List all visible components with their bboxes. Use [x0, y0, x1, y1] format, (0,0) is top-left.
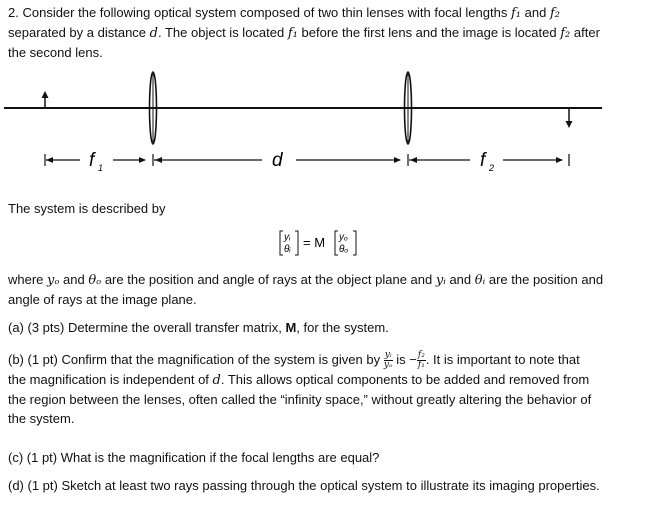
part-a [8, 318, 648, 337]
f1-label: f [89, 150, 95, 171]
thetao-symbol: θₒ [88, 273, 102, 288]
focal-den: f₁ [417, 360, 425, 371]
part-b-after: . It is important to note that [425, 352, 580, 367]
yi-symbol: yᵢ [435, 273, 446, 288]
thetai-symbol: θᵢ [474, 273, 486, 288]
part-c: (c) (1 pt) What is the magnification if the focal lengths are equal? [8, 450, 380, 465]
part-b-line2b: . This allows optical components to be added and removed from [220, 372, 590, 388]
f2-symbol: f₂ [549, 6, 560, 21]
intro-line2a: separated by a distance [8, 25, 147, 40]
where-word: where [8, 272, 44, 287]
yi-entry: yᵢ [284, 232, 291, 243]
d-symbol: d [149, 26, 158, 41]
matrix-equation [278, 228, 378, 262]
intro-line3: the second lens. [8, 45, 103, 60]
yo-symbol: yₒ [47, 273, 60, 288]
where-text-end: are the position and [488, 272, 604, 287]
ratio-den: yₒ [383, 360, 393, 371]
intro-line2c: before the first lens and the image is located [301, 25, 557, 40]
d-symbol: d [212, 373, 221, 389]
magnification-ratio [384, 351, 393, 370]
focal-num: f₂ [417, 350, 425, 361]
thetao-entry: θₒ [339, 244, 349, 255]
where-line2: angle of rays at the image plane. [8, 292, 197, 307]
image-arrow [566, 108, 573, 128]
f2-dimension [408, 150, 569, 173]
f1-symbol: f₁ [287, 26, 298, 41]
part-b-line2a: the magnification is independent of [8, 372, 209, 388]
f1-symbol: f₁ [510, 6, 521, 21]
f2-label-sub: 2 [489, 163, 495, 173]
part-a-suffix: , for the system. [296, 320, 389, 335]
ratio-num: yᵢ [384, 350, 392, 361]
problem-number: 2. [8, 5, 19, 20]
optical-diagram [0, 62, 654, 252]
intro-line2d: after [573, 25, 600, 40]
f1-label-sub: 1 [98, 163, 104, 173]
intro-line2b: . The object is located [158, 25, 285, 40]
part-b [8, 350, 648, 428]
part-b-line3: the region between the lenses, often called the “infinity space,” without greatly altering the behavior of [8, 392, 592, 408]
yo-entry: yₒ [339, 232, 348, 243]
and-word: and [63, 272, 85, 287]
f1-dimension [45, 150, 146, 173]
equals-M: = M [303, 235, 326, 250]
d-dimension [153, 150, 401, 171]
system-description: The system is described by [8, 201, 166, 216]
object-arrow [42, 91, 49, 108]
part-b-text: (b) (1 pt) Confirm that the magnification of the system is given by [8, 352, 381, 367]
is-minus: is − [396, 352, 417, 367]
variable-definitions [8, 270, 648, 309]
thetai-entry: θᵢ [284, 244, 291, 255]
problem-statement [8, 3, 648, 62]
part-b-line4: the system. [8, 411, 75, 427]
matrix-M: M [285, 320, 297, 335]
f2-label: f [480, 150, 486, 171]
and-word: and [524, 5, 547, 20]
and-word: and [449, 272, 472, 287]
f2-symbol: f₂ [560, 26, 571, 41]
intro-line1: Consider the following optical system composed of two thin lenses with focal lengths [22, 5, 508, 20]
d-label: d [272, 150, 283, 171]
focal-ratio [417, 351, 426, 370]
part-a-text: (a) (3 pts) Determine the overall transfer matrix, [8, 320, 282, 335]
part-d: (d) (1 pt) Sketch at least two rays passing through the optical system to illustrate its imaging properties. [8, 478, 600, 493]
where-text: are the position and angle of rays at the object plane and [104, 272, 433, 287]
